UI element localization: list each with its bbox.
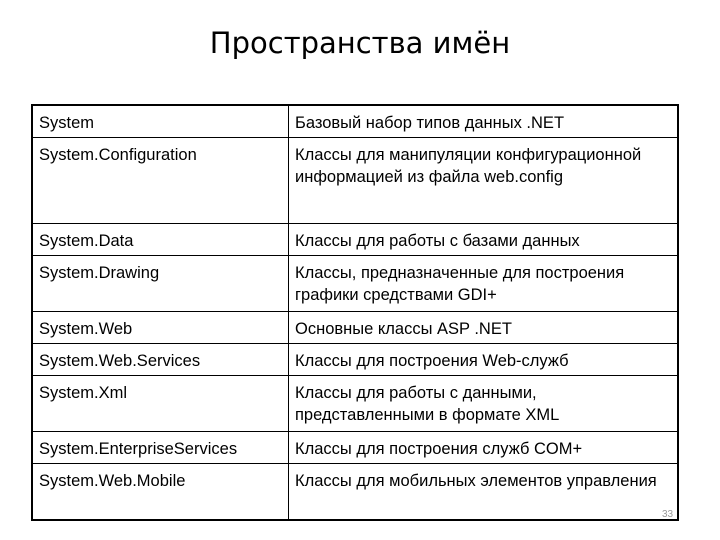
description-cell: Основные классы ASP .NET [289,312,679,344]
namespace-cell: System.EnterpriseServices [32,432,289,464]
description-cell: Базовый набор типов данных .NET [289,105,679,138]
table-row [32,138,678,224]
namespace-cell: System.Xml [32,376,289,432]
namespace-cell: System.Data [32,224,289,256]
description-cell: Классы для работы с данными, представленными в формате XML [289,376,679,432]
table-row [32,464,678,521]
description-cell: Классы для работы с базами данных [289,224,679,256]
namespace-cell: System.Web.Mobile [32,464,289,521]
namespace-cell: System.Drawing [32,256,289,312]
description-cell: Классы для мобильных элементов управления [289,464,679,521]
table-row [32,105,678,138]
table-row [32,344,678,376]
table-row [32,312,678,344]
table-row [32,256,678,312]
namespace-cell: System.Configuration [32,138,289,224]
slide-title: Пространства имён [209,26,511,60]
namespace-cell: System.Web.Services [32,344,289,376]
namespace-cell: System.Web [32,312,289,344]
table-row [32,432,678,464]
page-number: 33 [662,509,674,520]
description-cell: Классы для построения Web-служб [289,344,679,376]
namespaces-table [31,104,679,521]
table-row [32,376,678,432]
table-row [32,224,678,256]
description-cell: Классы, предназначенные для построения графики средствами GDI+ [289,256,679,312]
description-cell: Классы для построения служб COM+ [289,432,679,464]
namespace-cell: System [32,105,289,138]
description-cell: Классы для манипуляции конфигурационной информацией из файла web.config [289,138,679,224]
